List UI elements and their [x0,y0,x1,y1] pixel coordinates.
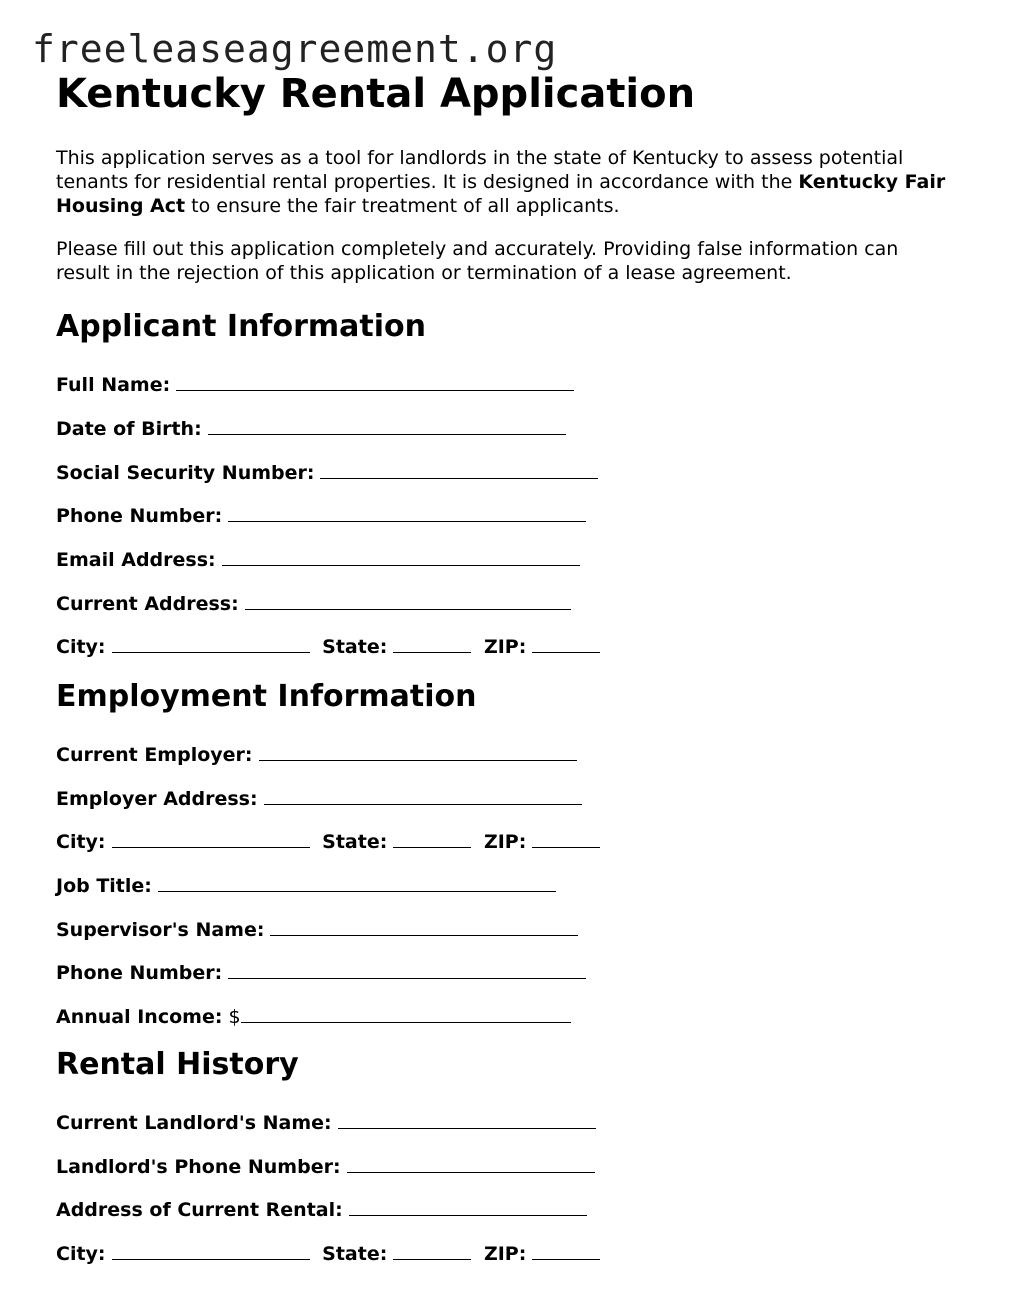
email-label: Email Address: [56,549,216,571]
employer-state-label: State: [322,831,388,853]
current-employer-blank[interactable] [259,742,577,761]
current-address-field [56,591,571,614]
job-title-label: Job Title: [56,875,152,897]
intro-text-b: to ensure the fair treatment of all applicants. [185,195,620,217]
phone-label: Phone Number: [56,505,223,527]
full-name-blank[interactable] [176,372,574,391]
supervisor-name-field [56,917,578,940]
rental-address-label: Address of Current Rental: [56,1199,343,1221]
supervisor-name-label: Supervisor's Name: [56,919,265,941]
rental-state-blank[interactable] [393,1241,471,1260]
ssn-label: Social Security Number: [56,462,315,484]
employer-city-state-zip-row [56,829,600,852]
full-name-label: Full Name: [56,374,171,396]
rental-state-label: State: [322,1243,388,1265]
current-address-blank[interactable] [245,591,571,610]
landlord-phone-field [56,1154,595,1177]
rental-address-blank[interactable] [349,1197,587,1216]
state-label: State: [322,636,388,658]
employer-address-blank[interactable] [264,786,582,805]
full-name-field [56,372,574,395]
currency-symbol: $ [228,1006,241,1028]
email-field [56,547,580,570]
state-blank[interactable] [393,634,471,653]
rental-address-field [56,1197,587,1220]
landlord-name-label: Current Landlord's Name: [56,1112,332,1134]
city-label: City: [56,636,106,658]
fair-housing-act-name: Kentucky Fair Housing Act [56,171,946,217]
ssn-field [56,460,598,483]
ssn-blank[interactable] [320,460,598,479]
job-title-blank[interactable] [158,873,556,892]
current-employer-label: Current Employer: [56,744,253,766]
annual-income-blank[interactable] [241,1004,571,1023]
employer-city-blank[interactable] [112,829,310,848]
intro-paragraph [56,146,956,218]
dob-field [56,416,566,439]
employer-phone-label: Phone Number: [56,962,223,984]
page-title: Kentucky Rental Application [56,71,696,117]
dob-blank[interactable] [208,416,566,435]
current-address-label: Current Address: [56,593,239,615]
city-state-zip-row [56,634,600,657]
city-blank[interactable] [112,634,310,653]
rental-city-label: City: [56,1243,106,1265]
employment-section-heading: Employment Information [56,679,477,714]
employer-state-blank[interactable] [393,829,471,848]
rental-zip-label: ZIP: [483,1243,527,1265]
employer-address-field [56,786,582,809]
employer-phone-field [56,960,586,983]
phone-blank[interactable] [228,503,586,522]
intro-text-a: This application serves as a tool for landlords in the state of Kentucky to assess potential tenants for residential rental properties. It is designed in accordance with the [56,147,904,193]
employer-phone-blank[interactable] [228,960,586,979]
instructions-paragraph: Please fill out this application completely and accurately. Providing false information can result in the rejection of this application or termination of a lease agreement. [56,238,899,284]
supervisor-name-blank[interactable] [270,917,578,936]
phone-field [56,503,586,526]
dob-label: Date of Birth: [56,418,202,440]
employer-city-label: City: [56,831,106,853]
employer-zip-label: ZIP: [483,831,527,853]
employer-address-label: Employer Address: [56,788,258,810]
landlord-name-blank[interactable] [338,1110,596,1129]
zip-blank[interactable] [532,634,600,653]
landlord-name-field [56,1110,596,1133]
site-watermark: freeleaseagreement.org [32,27,558,71]
landlord-phone-label: Landlord's Phone Number: [56,1156,341,1178]
annual-income-label: Annual Income: [56,1006,223,1028]
rental-city-state-zip-row [56,1241,600,1264]
rental-zip-blank[interactable] [532,1241,600,1260]
current-employer-field [56,742,577,765]
rental-city-blank[interactable] [112,1241,310,1260]
annual-income-field [56,1004,571,1027]
rental-section-heading: Rental History [56,1047,299,1082]
employer-zip-blank[interactable] [532,829,600,848]
job-title-field [56,873,556,896]
zip-label: ZIP: [483,636,527,658]
landlord-phone-blank[interactable] [347,1154,595,1173]
email-blank[interactable] [222,547,580,566]
applicant-section-heading: Applicant Information [56,309,426,344]
